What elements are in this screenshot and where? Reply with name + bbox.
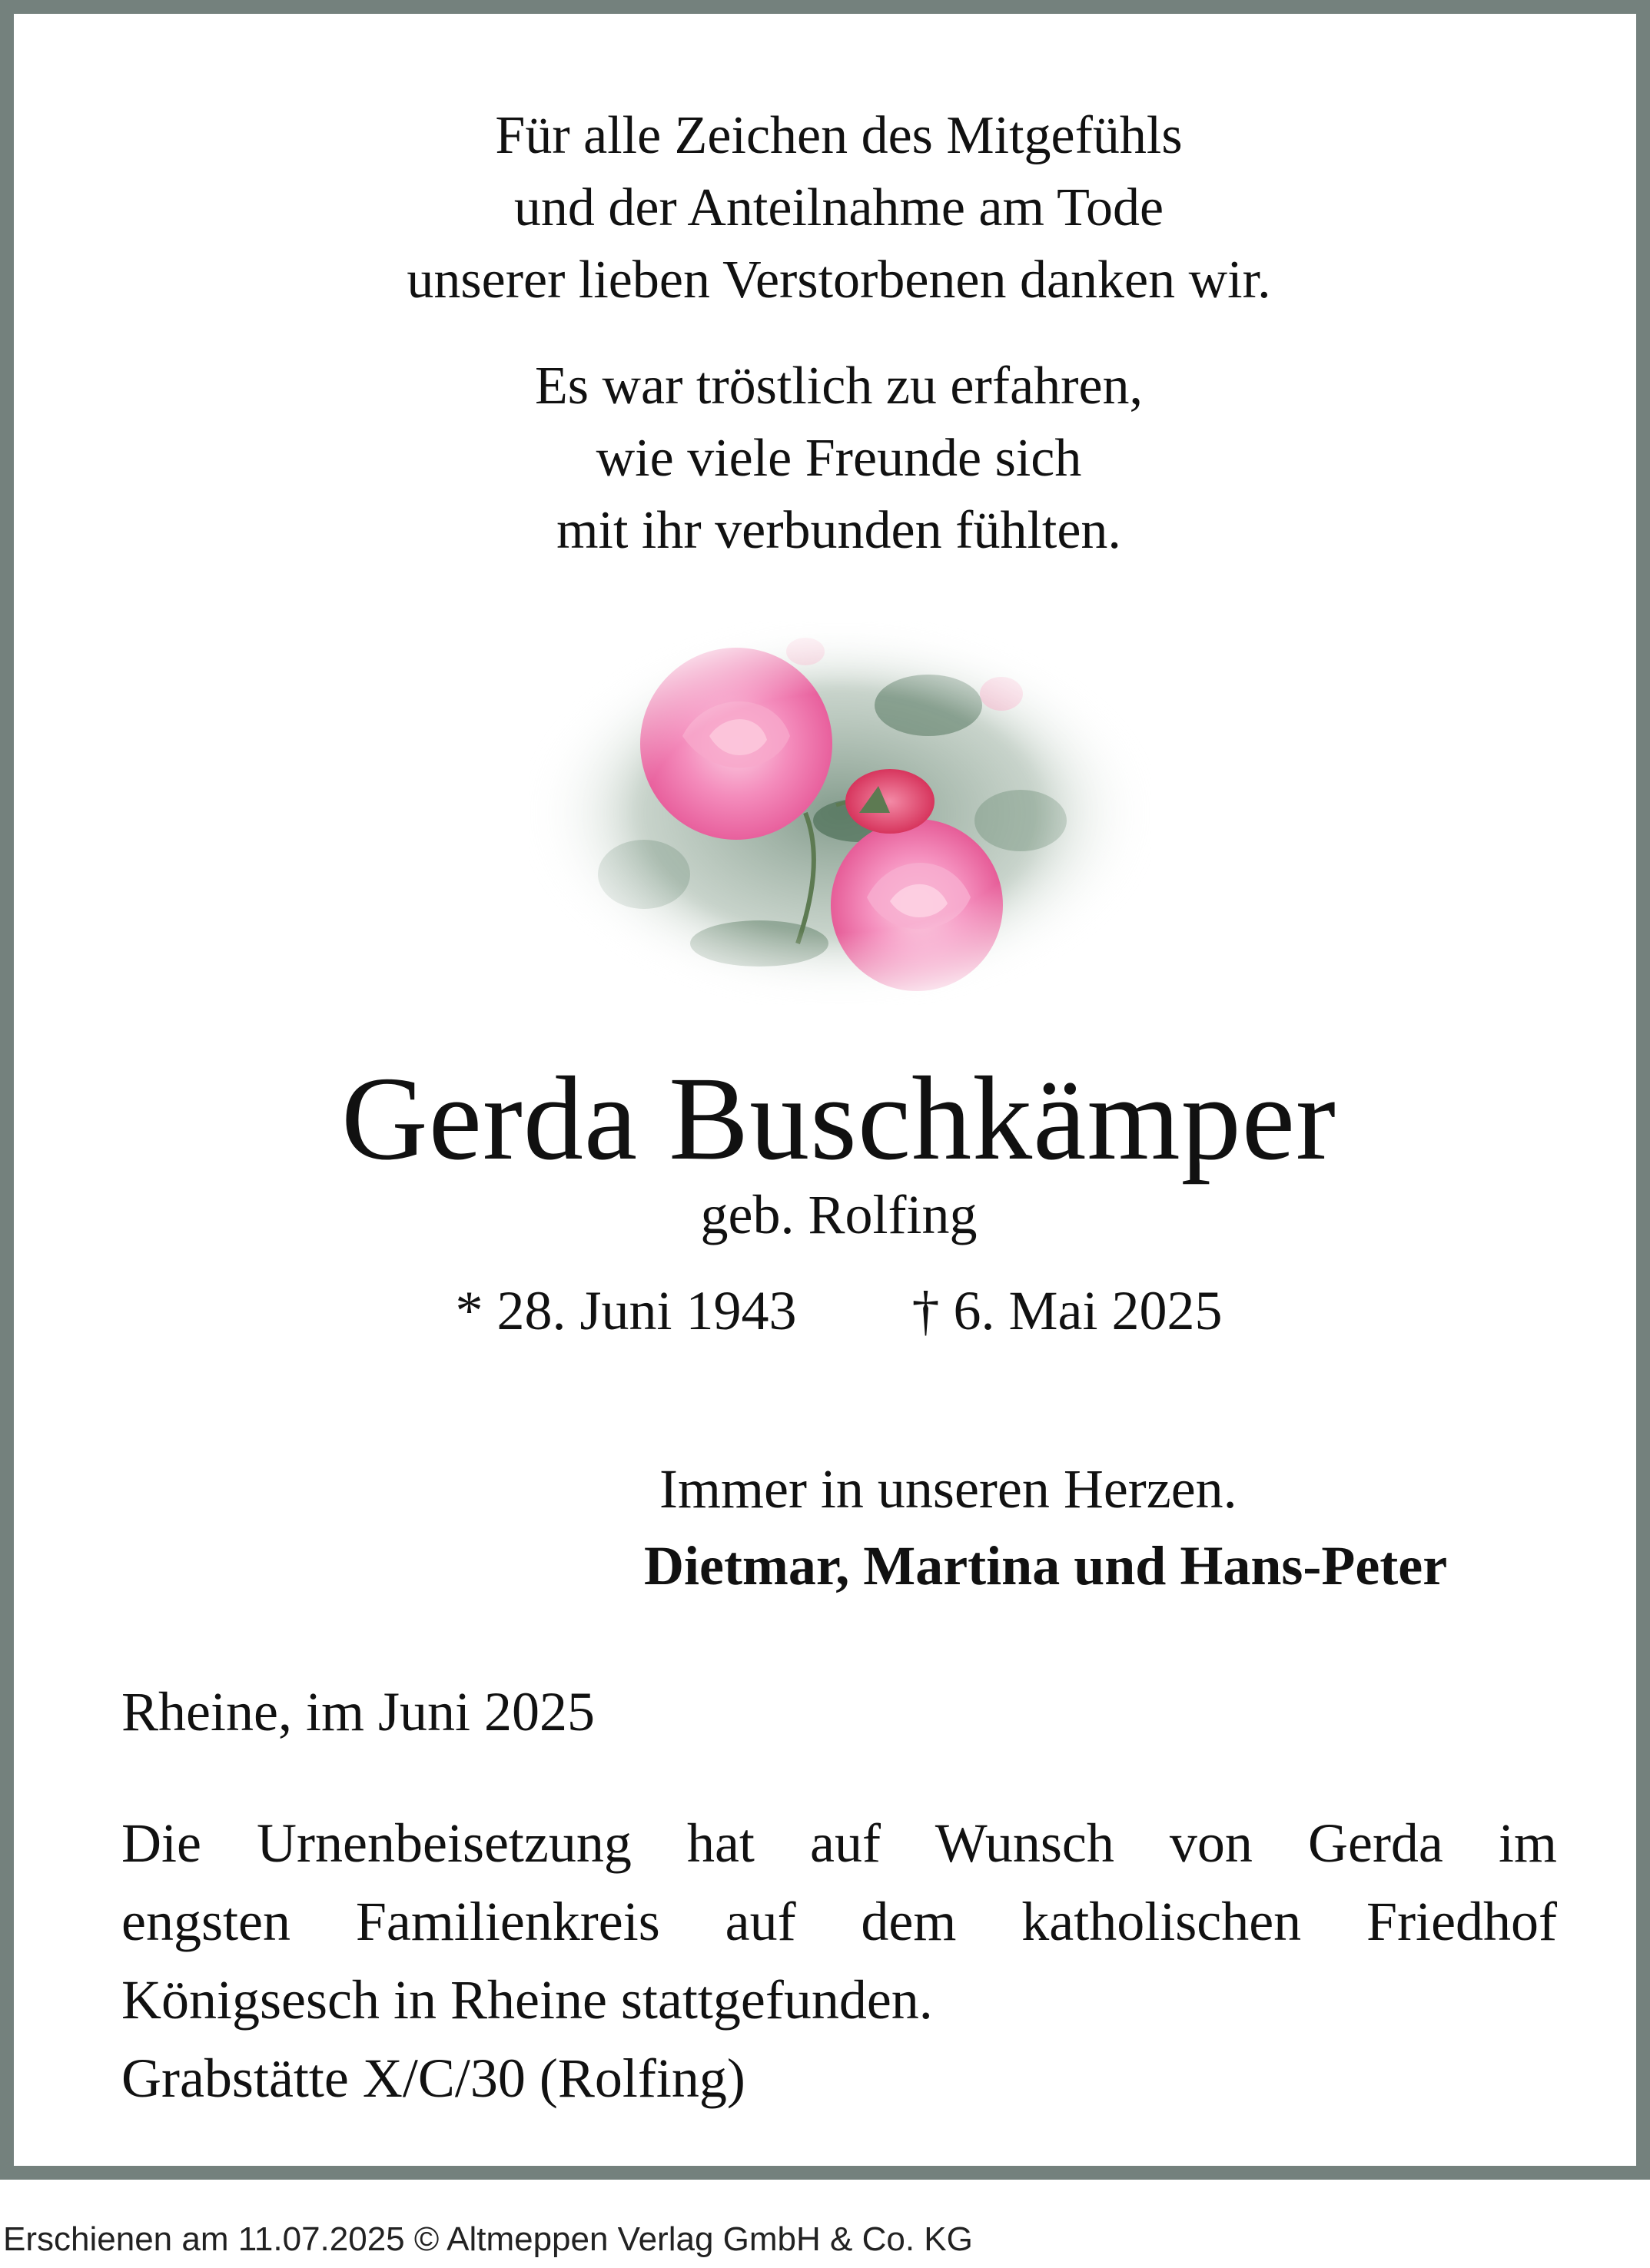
thanks-line-3: unserer lieben Verstorbenen danken wir.: [407, 250, 1271, 310]
memorial-phrase: Immer in unseren Herzen.: [659, 1458, 1237, 1520]
signers: Dietmar, Martina und Hans-Peter: [644, 1535, 1448, 1597]
maiden-name: geb. Rolfing: [700, 1184, 978, 1245]
thanks-text: [14, 100, 1650, 317]
notice-line-4: Grabstätte X/C/30 (Rolfing): [121, 2048, 745, 2109]
thanks-line-1: Für alle Zeichen des Mitgefühls: [495, 106, 1183, 165]
life-dates: [14, 1274, 1650, 1348]
comfort-text: [14, 350, 1650, 567]
comfort-line-3: mit ihr verbunden fühlten.: [556, 501, 1121, 560]
thanks-line-2: und der Anteilnahme am Tode: [513, 178, 1164, 237]
comfort-line-1: Es war tröstlich zu erfahren,: [534, 356, 1144, 416]
roses-photo: [529, 621, 1151, 1005]
place-date: Rheine, im Juni 2025: [121, 1681, 595, 1742]
publication-footer: Erschienen am 11.07.2025 © Altmeppen Verlag GmbH & Co. KG: [3, 2220, 973, 2258]
notice-line-3: Königsesch in Rheine stattgefunden.: [121, 1969, 933, 2031]
burial-notice: [121, 1804, 1557, 2117]
notice-line-1: Die Urnenbeisetzung hat auf Wunsch von Gerda im: [121, 1812, 1557, 1874]
notice-line-2: engsten Familienkreis auf dem katholischen Friedhof: [121, 1891, 1557, 1952]
comfort-line-2: wie viele Freunde sich: [596, 429, 1082, 488]
deceased-name: Gerda Buschkämper: [341, 1052, 1336, 1185]
death-date: † 6. Mai 2025: [911, 1280, 1223, 1341]
birth-date: * 28. Juni 1943: [455, 1280, 797, 1341]
signature-block: [644, 1451, 1566, 1604]
